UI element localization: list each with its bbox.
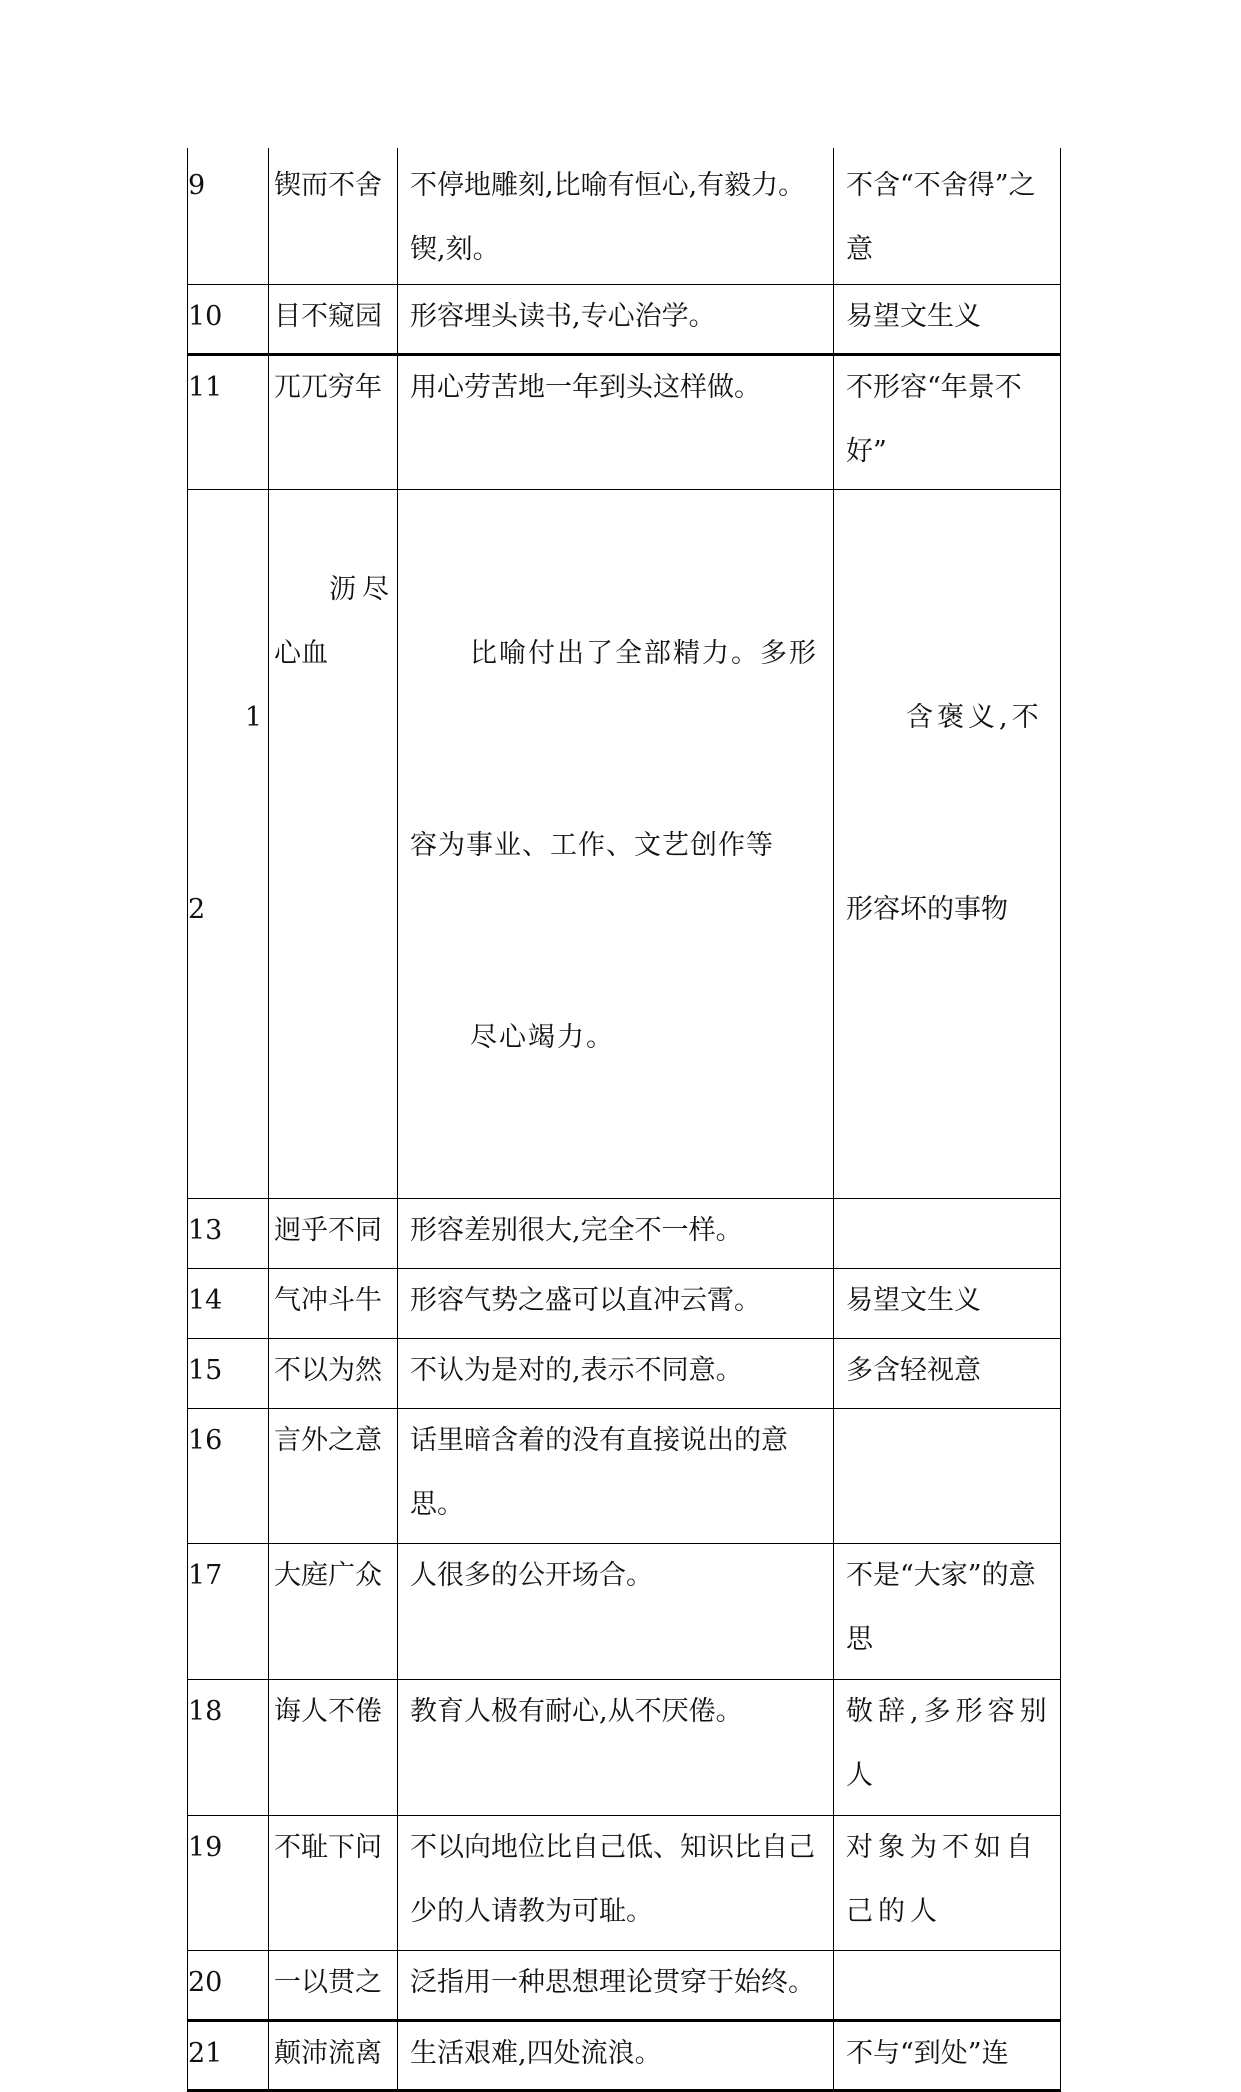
table-row: [188, 1543, 1061, 1679]
note-cell: [834, 1408, 1061, 1543]
table-row: [188, 489, 1061, 1198]
idiom-table: [187, 148, 1061, 2092]
table-row: [188, 354, 1061, 489]
note-cell: 不含“不舍得”之意: [834, 148, 1061, 284]
row-number: 15: [188, 1338, 269, 1408]
note-cell: 不是“大家”的意思: [834, 1543, 1061, 1679]
idiom-cell: 不以为然: [269, 1338, 398, 1408]
definition-cell: 用心劳苦地一年到头这样做。: [398, 354, 834, 489]
idiom-cell: 不耻下问: [269, 1815, 398, 1950]
note-cell: 敬辞,多形容别人: [834, 1679, 1061, 1815]
table-row: [188, 1198, 1061, 1268]
row-number: 16: [188, 1408, 269, 1543]
definition-cell: 话里暗含着的没有直接说出的意思。: [398, 1408, 834, 1543]
note-cell: 不形容“年景不好”: [834, 354, 1061, 489]
definition-line: 尽心竭力。: [470, 1021, 615, 1053]
idiom-cell: 言外之意: [269, 1408, 398, 1543]
table-row: [188, 1679, 1061, 1815]
note-cell: 不与“到处”连: [834, 2020, 1061, 2090]
definition-line: 比喻付出了全部精力。多形: [470, 637, 818, 669]
row-number-part: 1: [244, 701, 262, 733]
table-row: [188, 2020, 1061, 2090]
definition-cell: 人很多的公开场合。: [398, 1543, 834, 1679]
idiom-cell: [269, 489, 398, 1198]
row-number: 10: [188, 284, 269, 354]
row-number: 21: [188, 2020, 269, 2090]
note-line: 含褒义,不: [906, 701, 1043, 733]
idiom-part: 沥尽: [329, 573, 395, 605]
row-number: 19: [188, 1815, 269, 1950]
row-number-part: 2: [188, 893, 206, 925]
definition-cell: 形容气势之盛可以直冲云霄。: [398, 1268, 834, 1338]
note-cell: 多含轻视意: [834, 1338, 1061, 1408]
table-row: [188, 1338, 1061, 1408]
table-row: [188, 1408, 1061, 1543]
row-number: [188, 489, 269, 1198]
definition-cell: 不认为是对的,表示不同意。: [398, 1338, 834, 1408]
definition-cell: 形容差别很大,完全不一样。: [398, 1198, 834, 1268]
definition-line: 容为事业、工作、文艺创作等: [410, 829, 774, 861]
note-cell: 对象为不如自己的人: [834, 1815, 1061, 1950]
definition-text: 泛指用一种思想理论贯穿于始终。: [410, 1966, 815, 1998]
idiom-cell: 目不窥园: [269, 284, 398, 354]
table-row: [188, 284, 1061, 354]
idiom-cell: 颠沛流离: [269, 2020, 398, 2090]
definition-cell: 形容埋头读书,专心治学。: [398, 284, 834, 354]
row-number: 11: [188, 354, 269, 489]
definition-text: 不停地雕刻,比喻有恒心,有毅力。锲,刻。: [410, 170, 806, 265]
idiom-cell: 一以贯之: [269, 1950, 398, 2020]
idiom-cell: 大庭广众: [269, 1543, 398, 1679]
definition-cell: 生活艰难,四处流浪。: [398, 2020, 834, 2090]
row-number: 20: [188, 1950, 269, 2020]
note-line: 形容坏的事物: [846, 893, 1008, 925]
note-cell: 易望文生义: [834, 284, 1061, 354]
table-row: [188, 1815, 1061, 1950]
table-row: [188, 1268, 1061, 1338]
row-number: 14: [188, 1268, 269, 1338]
row-number: 9: [188, 148, 269, 284]
idiom-cell: 气冲斗牛: [269, 1268, 398, 1338]
definition-cell: 教育人极有耐心,从不厌倦。: [398, 1679, 834, 1815]
table-row: [188, 1950, 1061, 2020]
idiom-cell: 兀兀穷年: [269, 354, 398, 489]
definition-cell: [398, 1950, 834, 2020]
idiom-cell: 迥乎不同: [269, 1198, 398, 1268]
note-cell: [834, 1950, 1061, 2020]
definition-cell: [398, 489, 834, 1198]
note-cell: 易望文生义: [834, 1268, 1061, 1338]
definition-cell: [398, 148, 834, 284]
definition-cell: 不以向地位比自己低、知识比自己少的人请教为可耻。: [398, 1815, 834, 1950]
table-row: [188, 148, 1061, 284]
row-number: 13: [188, 1198, 269, 1268]
note-cell: [834, 1198, 1061, 1268]
idiom-cell: 诲人不倦: [269, 1679, 398, 1815]
row-number: 18: [188, 1679, 269, 1815]
idiom-cell: 锲而不舍: [269, 148, 398, 284]
idiom-part: 心血: [274, 637, 328, 669]
row-number: 17: [188, 1543, 269, 1679]
note-cell: [834, 489, 1061, 1198]
